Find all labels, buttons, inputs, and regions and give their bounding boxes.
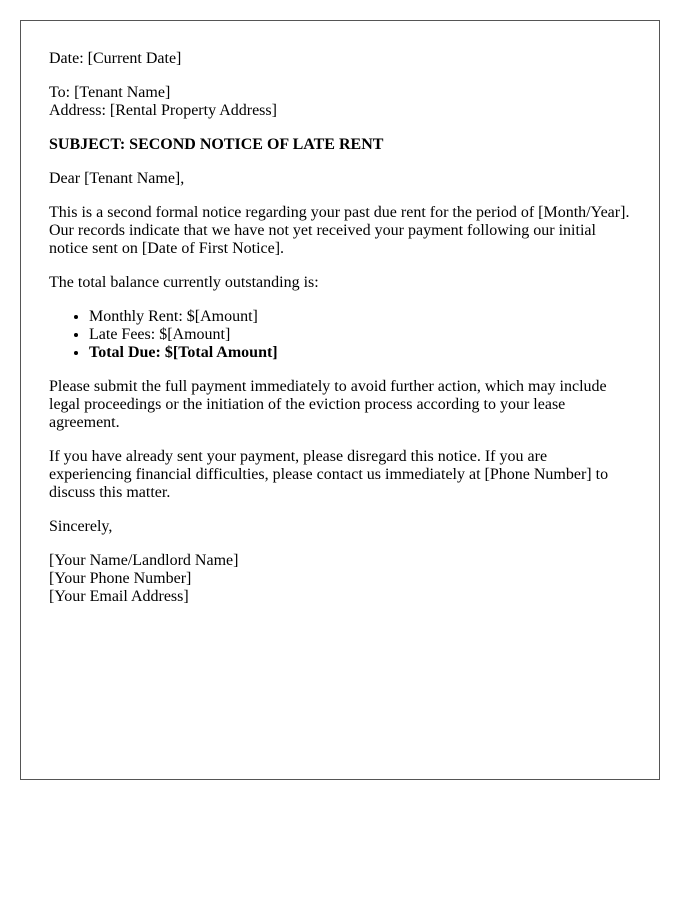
salutation: Dear [Tenant Name],: [49, 170, 185, 187]
subject-line: SUBJECT: SECOND NOTICE OF LATE RENT: [49, 136, 384, 153]
closing: Sincerely,: [49, 518, 113, 535]
signature-email: [Your Email Address]: [49, 588, 189, 605]
balance-intro: The total balance currently outstanding is:: [49, 274, 319, 291]
contact-paragraph: If you have already sent your payment, please disregard this notice. If you are experiencing financial difficulties, please contact us immediately at [Phone Number] to discuss this matter.: [49, 448, 609, 501]
signature-block: [49, 552, 631, 606]
balance-item-late-fees: • Late Fees: $[Amount]: [89, 326, 631, 344]
signature-name: [Your Name/Landlord Name]: [49, 552, 239, 569]
signature-phone: [Your Phone Number]: [49, 570, 192, 587]
balance-item-total-due: • Total Due: $[Total Amount]: [89, 344, 631, 362]
recipient-address: Address: [Rental Property Address]: [49, 102, 277, 119]
recipient-name: To: [Tenant Name]: [49, 84, 171, 101]
recipient-block: [49, 84, 631, 120]
letter-document: [20, 20, 660, 780]
date-line: Date: [Current Date]: [49, 50, 182, 67]
balance-item-monthly-rent: • Monthly Rent: $[Amount]: [89, 308, 631, 326]
payment-demand-paragraph: Please submit the full payment immediately to avoid further action, which may include legal proceedings or the initiation of the eviction process according to your lease agreement.: [49, 378, 607, 431]
notice-paragraph: This is a second formal notice regarding your past due rent for the period of [Month/Year]. Our records indicate that we have not yet received your payment following our initial notice sent on [Date of First Notice].: [49, 204, 630, 257]
balance-list: [49, 308, 631, 362]
